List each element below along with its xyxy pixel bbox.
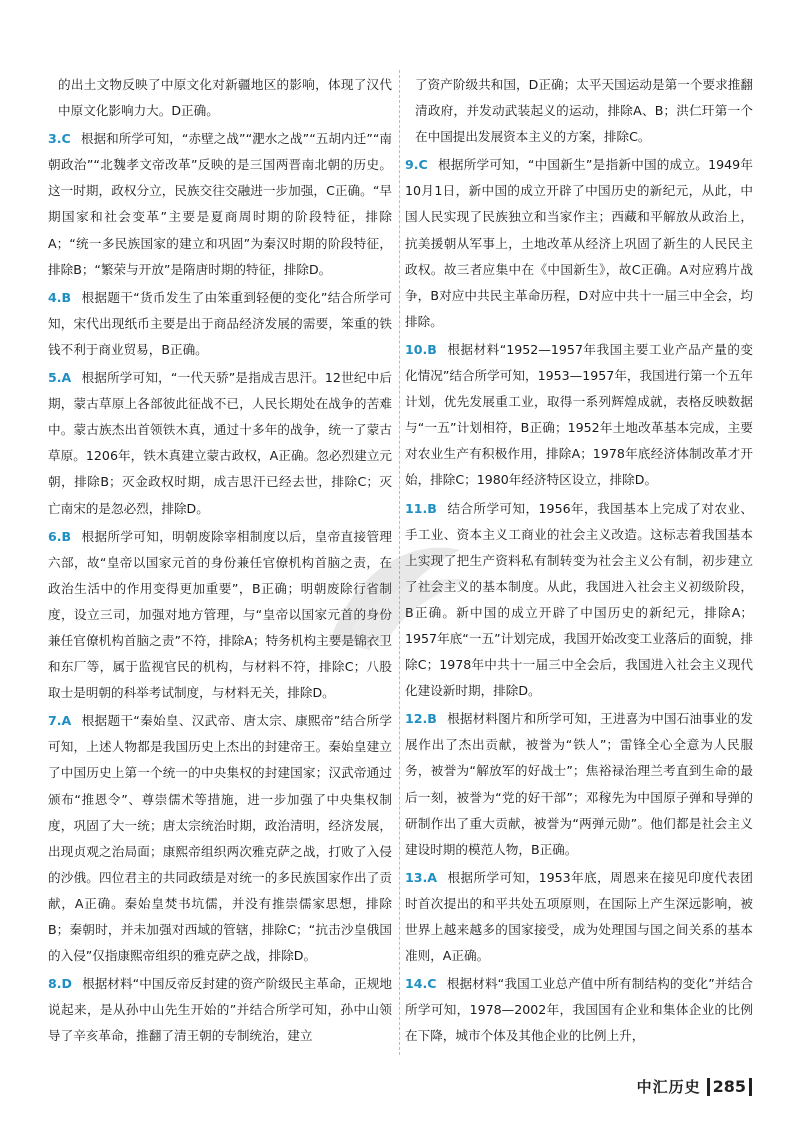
answer-number: 12.B — [405, 711, 437, 727]
answer-explanation: 根据所学可知，“一代天骄”是指成吉思汗。12世纪中后期，蒙古草原上各部彼此征战不已，人民长期处在战争的苦难中。蒙古族杰出首领铁木真，通过十多年的战争，统一了蒙古草原。1206年，铁木真建立蒙古政权，A正确。忽必烈建立元朝，排除B；灭金政权时期，成吉思汗已经去世，排除C；灭亡南宋的是忽必烈，排除D。 — [48, 370, 392, 516]
answer-explanation: 根据题干“货币发生了由笨重到轻便的变化”结合所学可知，宋代出现纸币主要是出于商品经济发展的需要，笨重的铁钱不利于商业贸易，B正确。 — [48, 289, 392, 357]
answer-explanation: 根据材料“我国工业总产值中所有制结构的变化”并结合所学可知，1978—2002年，我国国有企业和集体企业的比例在下降，城市个体及其他企业的比例上升， — [405, 976, 753, 1044]
answer-number: 8.D — [48, 976, 73, 992]
answer-explanation: 根据题干“秦始皇、汉武帝、唐太宗、康熙帝”结合所学可知，上述人物都是我国历史上杰出的封建帝王。秦始皇建立了中国历史上第一个统一的中央集权的封建国家；汉武帝通过颁布“推恩令”、尊崇儒术等措施，进一步加强了中央集权制度，巩固了大一统；唐太宗统治时期，政治清明，经济发展，出现贞观之治局面；康熙帝组织两次雅克萨之战，打败了入侵的沙俄。四位君主的共同政绩是对统一的多民族国家作出了贡献，A正确。秦始皇焚书坑儒，并没有推崇儒家思想，排除B；秦朝时，并未加强对西域的管辖，排除C；“抗击沙皇俄国的入侵”仅指康熙帝组织的雅克萨之战，排除D。 — [48, 713, 392, 964]
answer-explanation: 根据和所学可知，“赤壁之战”“淝水之战”“五胡内迁”“南朝政治”“北魏孝文帝改革”反映的是三国两晋南北朝的历史。这一时期，政权分立，民族交往交融进一步加强，C正确。“早期国家和社会变革”主要是夏商周时期的阶段特征，排除A；“统一多民族国家的建立和巩固”为秦汉时期的阶段特征，排除B；“繁荣与开放”是隋唐时期的特征，排除D。 — [48, 131, 392, 277]
answer-explanation: 根据所学可知，1953年底，周恩来在接见印度代表团时首次提出的和平共处五项原则，在国际上产生深远影响，被世界上越来越多的国家接受，成为处理国与国之间关系的基本准则，A正确。 — [405, 869, 753, 964]
column-divider — [399, 70, 400, 1055]
answer-number: 9.C — [405, 157, 428, 173]
answer-item — [48, 708, 392, 969]
answer-explanation: 结合所学可知，1956年，我国基本上完成了对农业、手工业、资本主义工商业的社会主义改造。这标志着我国基本上实现了把生产资料私有制转变为社会主义公有制，初步建立了社会主义的基本制度。从此，我国进入社会主义初级阶段，B正确。新中国的成立开辟了中国历史的新纪元，排除A；1957年底“一五”计划完成，我国开始改变工业落后的面貌，排除C；1978年中共十一届三中全会后，我国进入社会主义现代化建设新时期，排除D。 — [405, 500, 753, 699]
answer-item — [48, 365, 392, 522]
answer-number: 5.A — [48, 370, 72, 386]
answer-item — [48, 971, 392, 1049]
answer-number: 11.B — [405, 500, 437, 516]
answer-item — [405, 152, 753, 335]
answer-explanation: 根据材料“1952—1957年我国主要工业产品产量的变化情况”结合所学可知，1953—1957年，我国进行第一个五年计划，优先发展重工业，取得一系列辉煌成就，表格反映数据与“一五”计划相符，B正确；1952年土地改革基本完成，主要对农业生产有积极作用，排除A；1978年底经济体制改革才开始，排除C；1980年经济特区设立，排除D。 — [405, 341, 753, 488]
page-number: 285 — [707, 1078, 752, 1096]
answer-item — [48, 285, 392, 363]
answer-number: 10.B — [405, 341, 437, 357]
answer-item — [405, 706, 753, 863]
answer-item — [405, 865, 753, 969]
answer-explanation: 根据材料图片和所学可知，王进喜为中国石油事业的发展作出了杰出贡献，被誉为“铁人”；雷锋全心全意为人民服务，被誉为“解放军的好战士”；焦裕禄治理兰考直到生命的最后一刻，被誉为“党的好干部”；邓稼先为中国原子弹和导弹的研制作出了重大贡献，被誉为“两弹元勋”。他们都是社会主义建设时期的模范人物，B正确。 — [405, 711, 753, 857]
answer-item — [48, 126, 392, 283]
right-column — [405, 72, 753, 1049]
answer-number: 14.C — [405, 976, 437, 992]
answer-number: 6.B — [48, 528, 72, 544]
answer-explanation: 根据所学可知，明朝废除宰相制度以后，皇帝直接管理六部，故“皇帝以国家元首的身份兼任官僚机构首脑之责，在政治生活中的作用变得更加重要”，B正确；明朝废除行省制度，设立三司，加强对地方管理，与“皇帝以国家元首的身份兼任官僚机构首脑之责”不符，排除A；特务机构主要是锦衣卫和东厂等，属于监视官民的机构，与材料不符，排除C；八股取士是明朝的科举考试制度，与材料无关，排除D。 — [48, 528, 392, 701]
answer-item — [405, 496, 753, 705]
right-continuation-text: 了资产阶级共和国，D正确；太平天国运动是第一个要求推翻清政府，并发动武装起义的运动，排除A、B；洪仁玕第一个在中国提出发展资本主义的方案，排除C。 — [415, 77, 753, 145]
answer-explanation: 根据所学可知，“中国新生”是指新中国的成立。1949年10月1日，新中国的成立开辟了中国历史的新纪元，从此，中国人民实现了民族独立和当家作主；西藏和平解放从政治上，抗美援朝从军事上，土地改革从经济上巩固了新生的人民民主政权。故三者应集中在《中国新生》，故C正确。A对应鸦片战争，B对应中共民主革命历程，D对应中共十一届三中全会，均排除。 — [405, 157, 753, 329]
answer-item — [48, 524, 392, 707]
footer-book-title: 中汇历史 — [636, 1078, 701, 1096]
answer-number: 4.B — [48, 289, 72, 305]
answer-number: 7.A — [48, 713, 72, 729]
answer-explanation: 根据材料“中国反帝反封建的资产阶级民主革命，正规地说起来，是从孙中山先生开始的”并结合所学可知，孙中山领导了辛亥革命，推翻了清王朝的专制统治，建立 — [48, 976, 392, 1044]
left-column — [48, 72, 392, 1049]
page-footer — [637, 1076, 752, 1097]
answer-item — [405, 971, 753, 1049]
answer-number: 3.C — [48, 131, 71, 147]
answer-item — [405, 337, 753, 494]
left-continuation-text: 的出土文物反映了中原文化对新疆地区的影响，体现了汉代中原文化影响力大。D正确。 — [58, 77, 392, 119]
answer-number: 13.A — [405, 869, 438, 885]
